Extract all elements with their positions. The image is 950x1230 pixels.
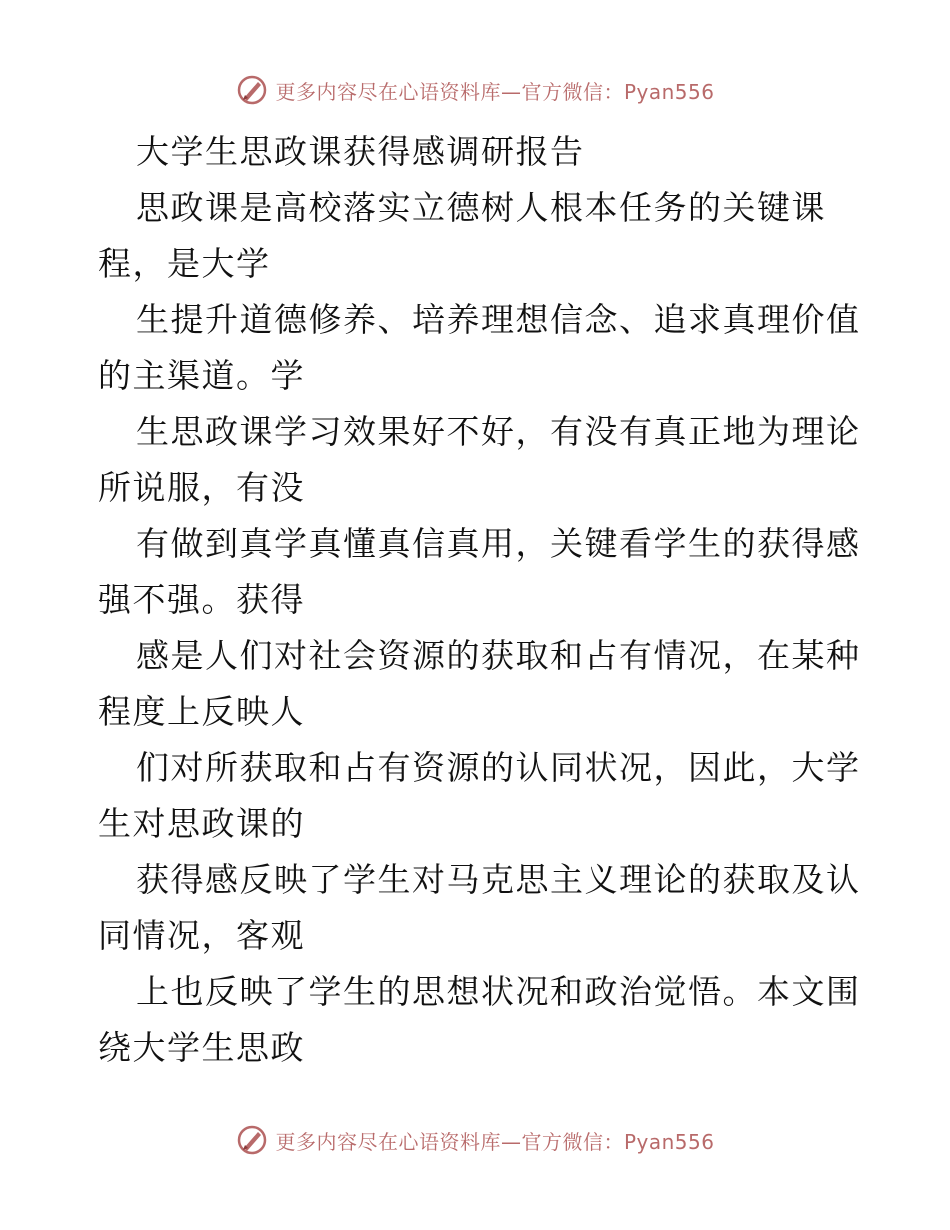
text-line: 获得感反映了学生对马克思主义理论的获取及认: [136, 860, 861, 899]
text-line: 生提升道德修养、培养理想信念、追求真理价值: [136, 300, 861, 339]
text-line: 有做到真学真懂真信真用，关键看学生的获得感: [136, 524, 861, 563]
text-line: 们对所获取和占有资源的认同状况，因此，大学: [136, 748, 861, 787]
text-line: 思政课是高校落实立德树人根本任务的关键课: [136, 188, 826, 227]
text-line: 强不强。获得: [98, 580, 305, 619]
watermark-text: 更多内容尽在心语资料库—官方微信：Pyan556: [275, 1129, 715, 1154]
text-line: 生思政课学习效果好不好，有没有真正地为理论: [136, 412, 861, 451]
text-line: 上也反映了学生的思想状况和政治觉悟。本文围: [136, 972, 861, 1011]
text-line: 感是人们对社会资源的获取和占有情况，在某种: [136, 636, 861, 675]
text-line: 的主渠道。学: [98, 356, 305, 395]
footer-watermark: [0, 1120, 950, 1160]
pen-logo-icon: [235, 1123, 269, 1157]
text-line: 生对思政课的: [98, 804, 305, 843]
header-watermark: [0, 70, 950, 110]
text-line: 同情况，客观: [98, 916, 305, 955]
text-line: 程度上反映人: [98, 692, 305, 731]
text-line: 程，是大学: [98, 244, 271, 283]
document-title: 大学生思政课获得感调研报告: [136, 132, 585, 171]
text-line: 绕大学生思政: [98, 1028, 305, 1067]
text-line: 所说服，有没: [98, 468, 305, 507]
pen-logo-icon: [235, 73, 269, 107]
watermark-text: 更多内容尽在心语资料库—官方微信：Pyan556: [275, 79, 715, 104]
document-body: [98, 124, 861, 1076]
